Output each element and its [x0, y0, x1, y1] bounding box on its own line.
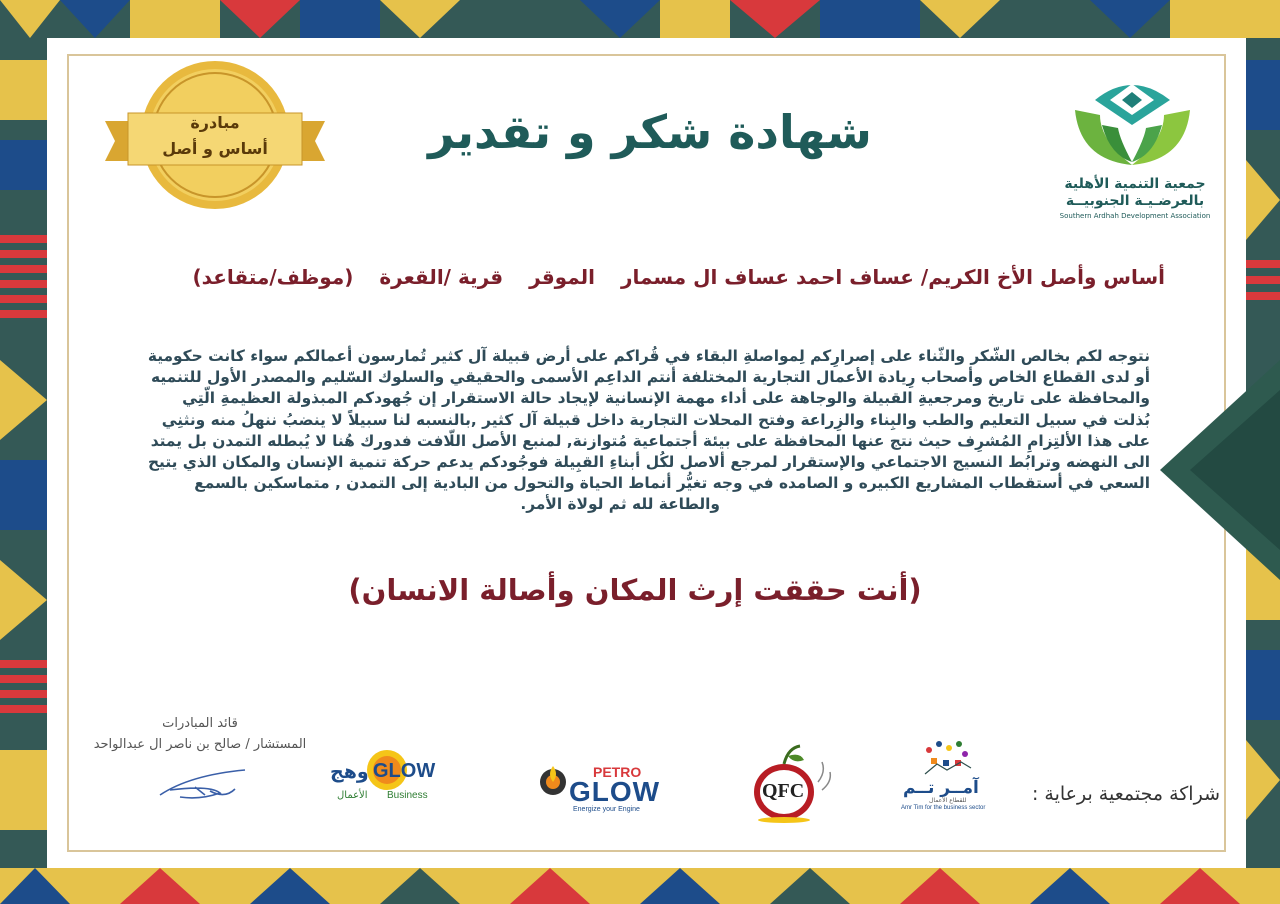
people-network-icon [917, 738, 977, 778]
badge-seal-icon [100, 53, 330, 213]
chevron-decoration [1160, 360, 1280, 580]
petroglow-top: PETRO [593, 764, 642, 780]
recipient-location: الموقر [529, 265, 595, 289]
badge-line-1: مبادرة [190, 113, 240, 132]
body-line: على هذا الألتِزامِ المُشرِف حيث نتج عنها المحافظة على بيئة أجتماعية مُتوازنة, لمنبع الأصل اللّافت فدورك هُنا لا يُبطله التمدن بل يمتد [150, 431, 1150, 450]
glow-business-sub-en: Business [387, 790, 428, 801]
amrtm-sub-en: Amr Tim for the business sector [901, 805, 986, 811]
petroglow-tagline: Energize your Engine [573, 806, 640, 813]
body-line: والمحافظة على تاريخ ومرجعيةِ القبيلة والوجاهة على أداء مهمة الإنسانية لإيجاد حالة الاستقرار إن جُهودكم المبذولة العظيمةِ الّتِي [182, 389, 1150, 408]
body-line: بُذلت في سبيل التعليم والطب والبِناء والزِراعة وفتح المحلات التجارية داخل قبيلة آل كثير ,بالنسبه لنا سبيلاً لا ينضبُ ننهلُ منه ونثنِي [161, 410, 1150, 429]
recipient-greeting: أساس وأصل الأخ الكريم/ عساف احمد عساف ال مسمار [620, 265, 1165, 289]
glow-business-sub-ar: الأعمال [337, 790, 368, 801]
badge-line-2: أساس و أصل [162, 139, 268, 158]
association-name-line-2: بالعرضـيـة الجنوبيــة [1065, 193, 1205, 209]
glow-business-ar: وهج [330, 761, 369, 783]
signature-icon [150, 765, 260, 810]
amrtm-logo [895, 738, 995, 818]
qfc-logo [748, 742, 838, 824]
recipient-line [100, 265, 1165, 289]
leader-title: قائد المبادرات [162, 716, 238, 731]
petroglow-logo [535, 758, 675, 818]
qfc-name: QFC [762, 780, 805, 802]
certificate-title: شهادة شكر و تقدير [428, 105, 872, 159]
association-name-line-1: جمعية التنمية الأهلية [1064, 176, 1206, 192]
recipient-village: قرية /القعرة [379, 265, 504, 289]
recipient-status: (موظف/متقاعد) [192, 265, 354, 289]
glow-business-logo [325, 748, 440, 808]
body-line: والطاعة لله ثم لولاة الأمر. [520, 495, 720, 514]
amrtm-sub-ar: للقطاع الأعمال [929, 797, 967, 804]
gear-flame-icon [535, 762, 571, 802]
petroglow-main: GLOW [569, 776, 661, 807]
initiative-badge [100, 53, 330, 213]
certificate-body [105, 346, 1150, 516]
body-line: الى النهضه وترابُط النسيج الاجتماعي والإستقرار لمرجع ألاصل لكُل أبناءِ القبِيلة فوجُودكم يدعم حركة تنمية الإنسان والمكان الذي يتيح [147, 453, 1150, 472]
leader-name: المستشار / صالح بن ناصر ال عبدالواحد [93, 737, 307, 752]
certificate-slogan: (أنت حققت إرث المكان وأصالة الانسان) [348, 573, 922, 607]
leaf-logo-icon [1060, 70, 1205, 170]
body-line: نتوجه لكم بخالص الشّكر والثّناء على إصرارِكم لِمواصلةِ البقاء في قُراكم على أرض قبيلة آل كثير تُمارسون أعمالكم سواء كانت حكومية [147, 347, 1150, 365]
body-line: السعي في أستقطاب المشاريع الكبيره و الصامده في وجه تغيُّر أنماط الحياة والتحول من البادية إلى التمدن , متماسكين بالسمع [194, 474, 1150, 493]
association-name-en: Southern Ardhah Development Association [1059, 212, 1211, 220]
body-line: أو لدى القطاع الخاص وأصحاب رِيادة الأعمال التجارية المختلفة أنتم الداعِم الأسمى والحقيقي والسلوك السّليم والمصدر الأول للتنميه [151, 368, 1150, 387]
partners-label: شراكة مجتمعية برعاية : [1031, 783, 1220, 805]
amrtm-name: آمــر تــم [903, 778, 979, 798]
glow-business-main: GLOW [373, 760, 436, 782]
